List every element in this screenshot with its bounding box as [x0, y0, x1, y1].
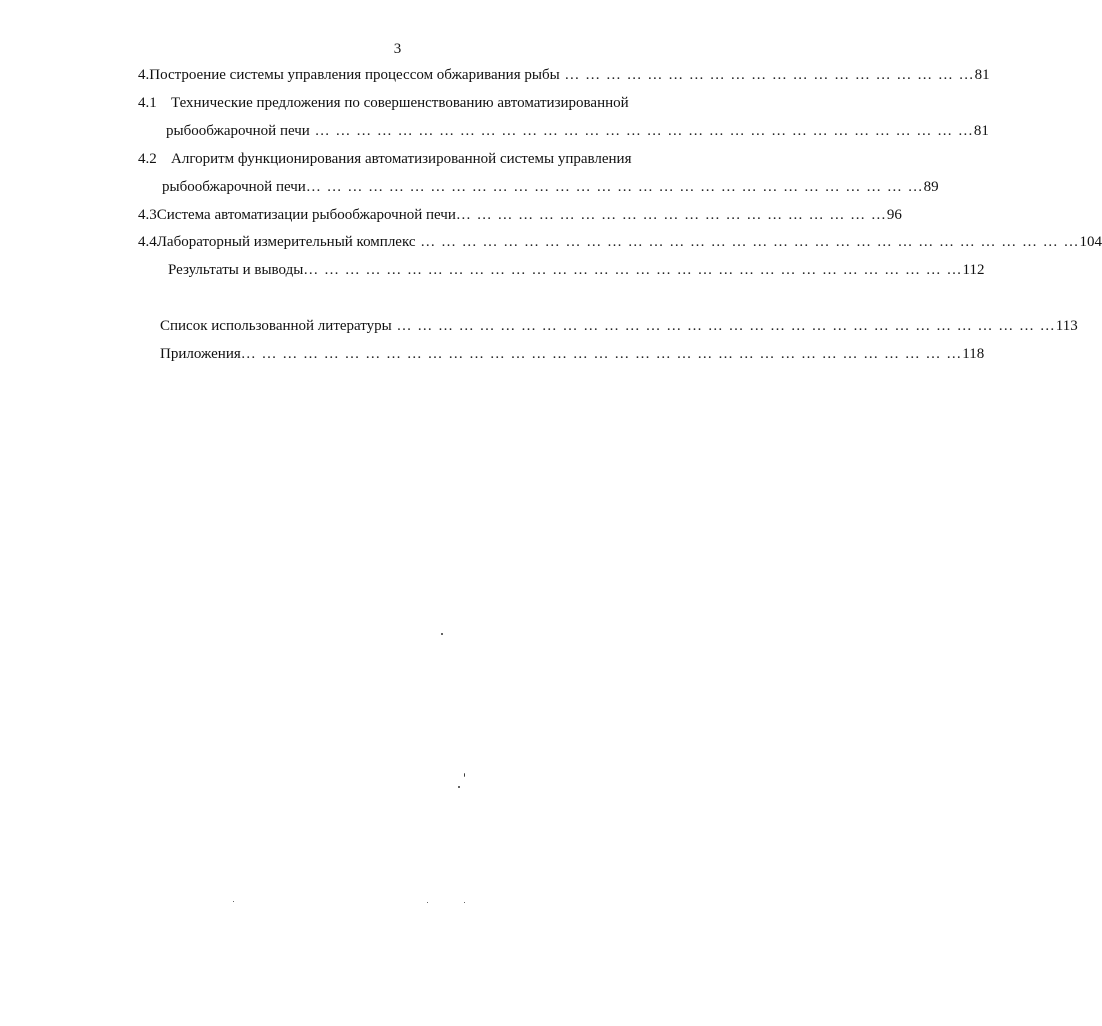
toc-entry-title: рыбообжарочной печи [166, 123, 310, 139]
toc-entry-page: 96 [886, 207, 902, 223]
toc-leader-dots: … … … … … … … … … … … … … … … … … … … … … [455, 207, 887, 223]
scan-speck [458, 786, 460, 788]
toc-entry-page: 89 [923, 179, 939, 195]
toc-entry-title: Построение системы управления процессом обжаривания рыбы [149, 67, 560, 83]
scan-speck [464, 773, 465, 777]
toc-leader-dots: … … … … … … … … … … … … … … … … … … … … … … … … … … … … … … … … … … … [240, 346, 963, 362]
toc-entry-title: рыбообжарочной печи [162, 179, 306, 195]
toc-leader-dots: … … … … … … … … … … … … … … … … … … … … [559, 67, 975, 83]
scan-speck [233, 901, 234, 902]
toc-entry-4-2 [138, 148, 742, 170]
toc-entry-title: Результаты и выводы [168, 262, 304, 278]
toc-entry-page: 104 [1079, 234, 1102, 250]
toc-entry-title: Приложения [160, 346, 241, 362]
toc-entry-title: Технические предложения по совершенствованию автоматизированной [171, 95, 629, 111]
toc-entry-number: 4. [138, 67, 150, 83]
toc-leader-dots: … … … … … … … … … … … … … … … … … … … … … … … … … … … … … … … … [391, 318, 1056, 334]
toc-entry-title: Система автоматизации рыбообжарочной печи [156, 207, 456, 223]
toc-leader-dots: … … … … … … … … … … … … … … … … … … … … … … … … … … … … … … … … [415, 234, 1080, 250]
scan-speck [441, 633, 443, 635]
toc-entry-4-4 [138, 231, 1102, 253]
toc-entry-page: 81 [973, 123, 989, 139]
toc-leader-dots: … … … … … … … … … … … … … … … … … … … … … … … … … … … … … … … … [309, 123, 974, 139]
toc-entry-4-1 [138, 92, 742, 114]
toc-entry-appendices [160, 343, 985, 365]
toc-entry-results [168, 259, 985, 281]
toc-entry-number: 4.1 [138, 95, 157, 111]
scan-speck [464, 902, 465, 903]
toc-entry-page: 118 [962, 346, 985, 362]
page-number: 3 [393, 41, 402, 57]
toc-entry-4-3 [138, 204, 902, 226]
toc-entry-4-2-continuation [162, 176, 939, 198]
scan-speck [427, 902, 428, 903]
toc-entry-title: Список использованной литературы [160, 318, 392, 334]
toc-entry-title: Лабораторный измерительный комплекс [156, 234, 416, 250]
toc-entry-number: 4.2 [138, 151, 157, 167]
toc-entry-bibliography [160, 315, 1078, 337]
toc-entry-4 [138, 64, 990, 86]
toc-entry-4-1-continuation [166, 120, 989, 142]
toc-leader-dots: … … … … … … … … … … … … … … … … … … … … … … … … … … … … … … [305, 179, 924, 195]
toc-entry-number: 4.4 [138, 234, 157, 250]
toc-entry-number: 4.3 [138, 207, 157, 223]
toc-leader-dots: … … … … … … … … … … … … … … … … … … … … … … … … … … … … … … … … [303, 262, 963, 278]
toc-entry-page: 112 [962, 262, 985, 278]
toc-entry-page: 113 [1055, 318, 1078, 334]
toc-entry-page: 81 [974, 67, 990, 83]
toc-entry-title: Алгоритм функционирования автоматизированной системы управления [171, 151, 632, 167]
